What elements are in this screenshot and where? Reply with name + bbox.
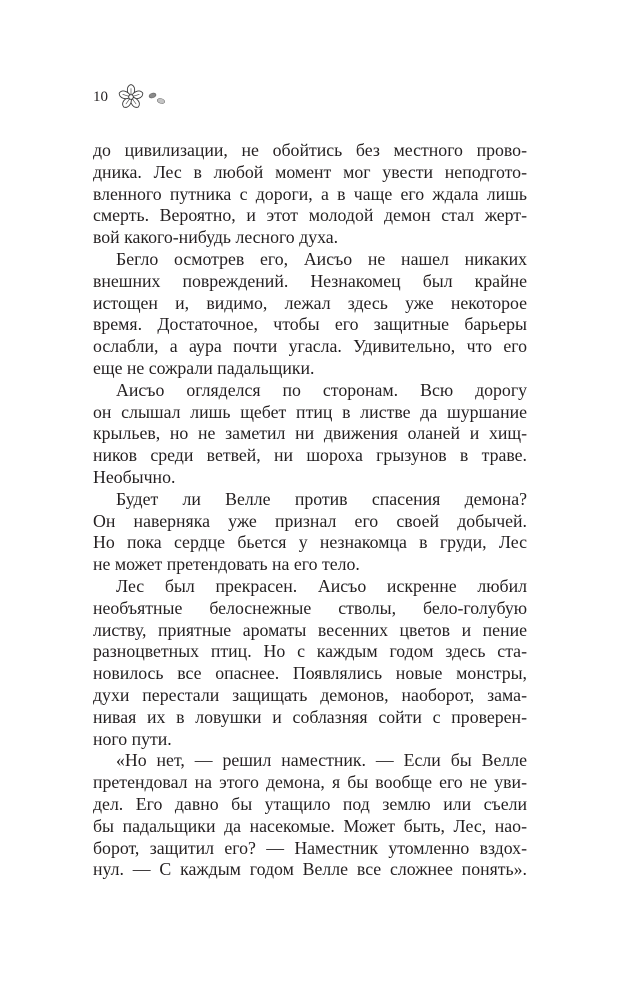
text-line: вленного путника с дороги, а в чаще его ждала лишь xyxy=(93,183,527,204)
paragraph xyxy=(93,750,527,881)
text-line: листву, приятные ароматы весенних цветов и пение xyxy=(93,619,527,640)
paragraph xyxy=(93,249,527,380)
page-number: 10 xyxy=(93,89,108,105)
text-line: дника. Лес в любой момент мог увести неподгото- xyxy=(93,161,527,182)
text-line: ного пути. xyxy=(93,728,172,749)
paragraph xyxy=(93,140,527,249)
text-line: разноцветных птиц. Но с каждым годом здесь ста- xyxy=(93,641,527,662)
leaves-icon xyxy=(148,92,165,104)
text-line: крыльев, но не заметил ни движения оланей и хищ- xyxy=(93,423,527,444)
text-line: внешних повреждений. Незнакомец был крайне xyxy=(93,270,527,291)
text-line: нул. — С каждым годом Велле все сложнее понять». xyxy=(93,859,527,880)
paragraph xyxy=(93,576,527,750)
text-line: время. Достаточное, чтобы его защитные барьеры xyxy=(93,314,527,335)
flower-icon xyxy=(116,83,168,111)
text-line: еще не сожрали падальщики. xyxy=(93,357,315,378)
text-line: Но пока сердце бьется у незнакомца в груди, Лес xyxy=(93,532,527,553)
text-line: смерть. Вероятно, и этот молодой демон стал жерт- xyxy=(93,205,527,226)
flower-ornament xyxy=(116,83,168,111)
text-line: Будет ли Велле против спасения демона? xyxy=(116,488,527,509)
text-line: истощен и, видимо, лежал здесь уже некоторое xyxy=(93,292,527,313)
text-line: Лес был прекрасен. Аисъо искренне любил xyxy=(116,575,527,596)
text-block xyxy=(93,140,527,881)
paragraph xyxy=(93,489,527,576)
text-line: вой какого-нибудь лесного духа. xyxy=(93,227,339,248)
text-line: Необычно. xyxy=(93,466,176,487)
text-line: духи перестали защищать демонов, наоборот, зама- xyxy=(93,684,527,705)
text-line: необъятные белоснежные стволы, бело-голубую xyxy=(93,597,527,618)
text-line: «Но нет, — решил наместник. — Если бы Велле xyxy=(116,750,527,771)
text-line: Он наверняка уже признал его своей добычей. xyxy=(93,510,527,531)
text-line: Аисъо огляделся по сторонам. Всю дорогу xyxy=(116,379,527,400)
text-line: новилось все опаснее. Появлялись новые монстры, xyxy=(93,663,527,684)
text-line: не может претендовать на его тело. xyxy=(93,554,360,575)
text-line: дел. Его давно бы утащило под землю или съели xyxy=(93,793,527,814)
text-line: претендовал на этого демона, я бы вообще его не уви- xyxy=(93,772,527,793)
paragraph xyxy=(93,380,527,489)
text-line: Бегло осмотрев его, Аисъо не нашел никаких xyxy=(116,248,527,269)
text-line: до цивилизации, не обойтись без местного прово- xyxy=(93,140,527,160)
text-line: борот, защитил его? — Наместник утомленно вздох- xyxy=(93,837,527,858)
text-line: он слышал лишь щебет птиц в листве да шуршание xyxy=(93,401,527,422)
text-line: нивая их в ловушки и соблазняя сойти с проверен- xyxy=(93,706,527,727)
text-line: ников среди ветвей, ни шороха грызунов в траве. xyxy=(93,445,527,466)
text-line: бы падальщики да насекомые. Может быть, Лес, нао- xyxy=(93,815,527,836)
text-line: ослабли, а аура почти угасла. Удивительно, что его xyxy=(93,336,527,357)
page-header xyxy=(0,0,619,120)
